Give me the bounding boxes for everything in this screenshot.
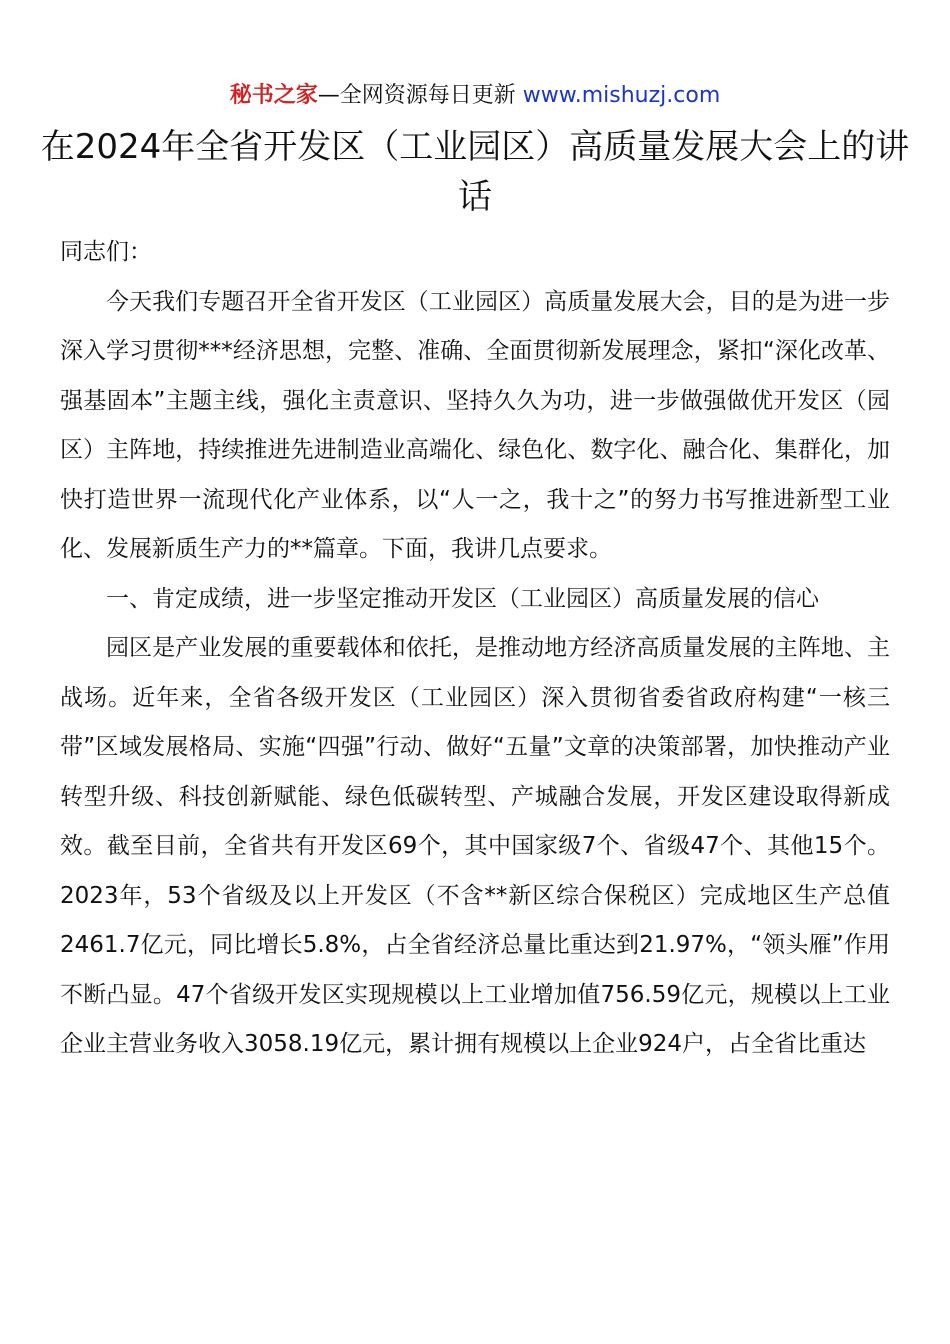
site-banner [0, 80, 950, 112]
banner-tagline: —全网资源每日更新 [317, 83, 523, 108]
document-body [60, 228, 890, 1070]
banner-brand: 秘书之家 [229, 83, 318, 108]
salutation: 同志们： [60, 239, 152, 265]
document-title: 在2024年全省开发区（工业园区）高质量发展大会上的讲话 [40, 127, 910, 217]
paragraph-section-1: 园区是产业发展的重要载体和依托，是推动地方经济高质量发展的主阵地、主战场。近年来，全省各级开发区（工业园区）深入贯彻省委省政府构建“一核三带”区域发展格局、实施“四强”行动、做好“五量”文章的决策部署，加快推动产业转型升级、科技创新赋能、绿色低碳转型、产城融合发展，开发区建设取得新成效。截至目前，全省共有开发区69个，其中国家级7个、省级47个、其他15个。2023年，53个省级及以上开发区（不含**新区综合保税区）完成地区生产总值2461.7亿元，同比增长5.8%，占全省经济总量比重达到21.97%，“领头雁”作用不断凸显。47个省级开发区实现规模以上工业增加值756.59亿元，规模以上工业企业主营业务收入3058.19亿元，累计拥有规模以上企业924户，占全省比重达 [60, 635, 890, 1057]
section-heading-1: 一、肯定成绩，进一步坚定推动开发区（工业园区）高质量发展的信心 [106, 585, 819, 612]
banner-url-link[interactable]: www.mishuzj.com [522, 83, 721, 108]
paragraph-intro: 今天我们专题召开全省开发区（工业园区）高质量发展大会，目的是为进一步深入学习贯彻***经济思想，完整、准确、全面贯彻新发展理念，紧扣“深化改革、强基固本”主题主线，强化主责意识、坚持久久为功，进一步做强做优开发区（园区）主阵地，持续推进先进制造业高端化、绿色化、数字化、融合化、集群化，加快打造世界一流现代化产业体系，以“人一之，我十之”的努力书写推进新型工业化、发展新质生产力的**篇章。下面，我讲几点要求。 [60, 288, 890, 562]
